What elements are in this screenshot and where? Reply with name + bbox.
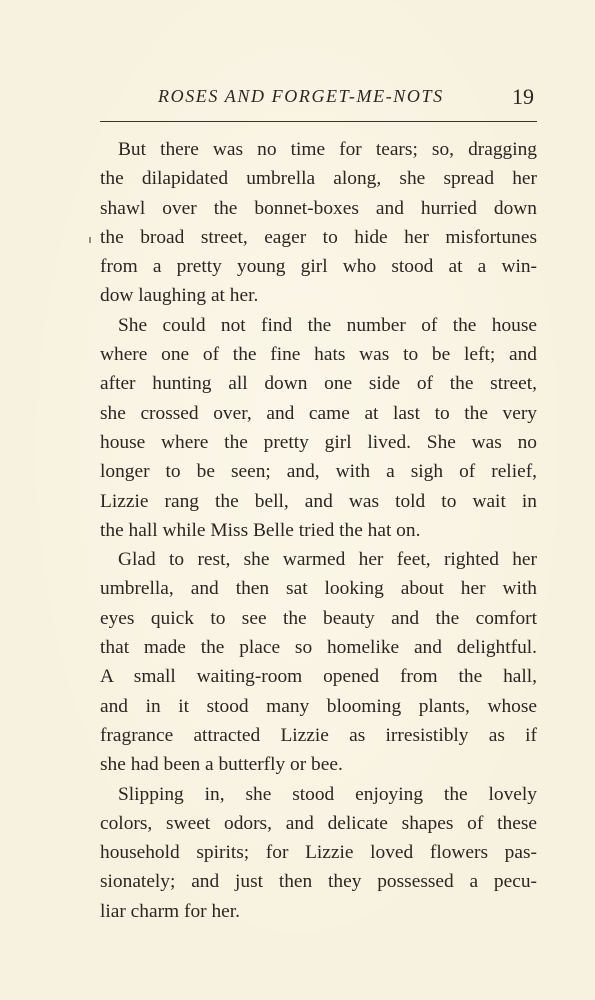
text-line: But there was no time for tears; so, dragging [118, 139, 537, 160]
running-title: ROSES AND FORGET-ME-NOTS [158, 86, 444, 106]
text-line: umbrella, and then sat looking about her with [100, 578, 537, 600]
text-line: that made the place so homelike and delightful. [100, 637, 537, 659]
text-line: Slipping in, she stood enjoying the lovely [118, 783, 537, 805]
text-line: sionately; and just then they possessed a pecu- [100, 871, 537, 893]
text-line: house where the pretty girl lived. She was no [100, 431, 537, 453]
text-line: Glad to rest, she warmed her feet, righted her [118, 549, 537, 571]
text-line: shawl over the bonnet-boxes and hurried down [100, 197, 537, 219]
text-line: she had been a butterfly or bee. [100, 754, 343, 776]
text-line: she crossed over, and came at last to the very [100, 402, 537, 424]
text-line: and in it stood many blooming plants, whose [100, 695, 537, 717]
page-number: 19 [512, 84, 534, 109]
text-line: where one of the fine hats was to be left; and [100, 344, 537, 366]
text-line: the broad street, eager to hide her misfortunes [100, 226, 537, 248]
text-line: after hunting all down one side of the street, [100, 373, 537, 395]
text-line: fragrance attracted Lizzie as irresistibly as if [100, 724, 537, 746]
text-line: dow laughing at her. [100, 285, 259, 307]
text-line: from a pretty young girl who stood at a win- [100, 256, 537, 278]
text-line: She could not find the number of the house [118, 314, 537, 336]
text-line: Lizzie rang the bell, and was told to wait in [100, 490, 537, 512]
text-line: liar charm for her. [100, 900, 240, 922]
running-head [100, 84, 537, 114]
text-line: A small waiting-room opened from the hall, [100, 666, 537, 688]
text-line: eyes quick to see the beauty and the comfort [100, 607, 537, 629]
text-line: the hall while Miss Belle tried the hat on. [100, 519, 421, 541]
body-text [100, 135, 537, 926]
header-rule [100, 121, 537, 122]
margin-mark [89, 237, 91, 243]
text-line: household spirits; for Lizzie loved flowers pas- [100, 842, 537, 864]
text-line: longer to be seen; and, with a sigh of relief, [100, 461, 537, 483]
text-line: colors, sweet odors, and delicate shapes of these [100, 812, 537, 834]
text-line: the dilapidated umbrella along, she spread her [100, 168, 537, 190]
